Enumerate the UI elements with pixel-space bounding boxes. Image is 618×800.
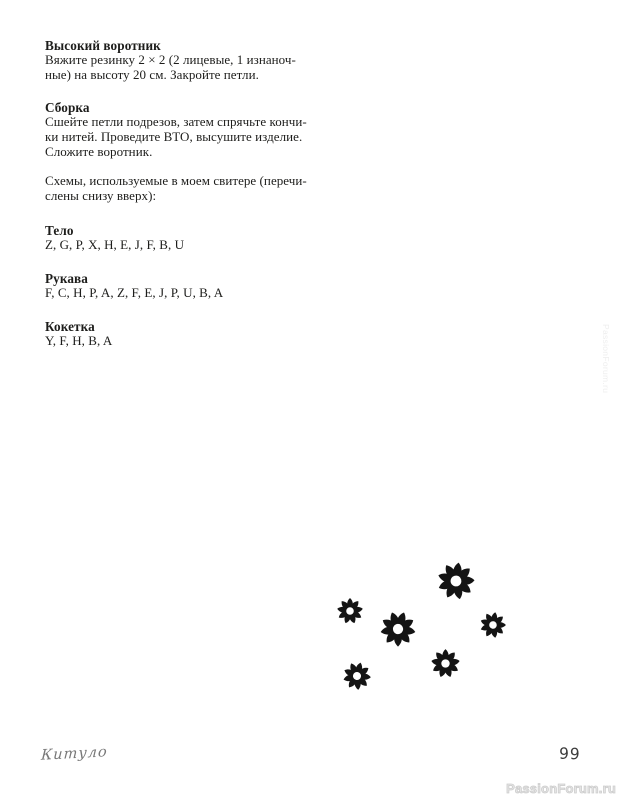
flower-icon <box>430 648 461 679</box>
section-charts-note <box>45 174 337 204</box>
section-body-charts <box>45 223 337 253</box>
flower-icon <box>336 597 364 625</box>
author-signature: Китуло <box>40 744 109 764</box>
body-line: ные) на высоту 20 см. Закройте петли. <box>45 66 259 82</box>
flower-icon <box>374 605 423 654</box>
section-high-collar <box>45 38 337 83</box>
chart-letter-list: Y, F, H, B, A <box>45 333 113 348</box>
section-heading: Кокетка <box>45 319 95 334</box>
page-number: 99 <box>558 744 582 764</box>
section-sleeves-charts <box>45 271 337 301</box>
section-heading: Тело <box>45 223 74 238</box>
watermark-side: PassionForum.ru <box>601 324 611 394</box>
section-yoke-charts <box>45 319 337 349</box>
section-heading: Сборка <box>45 100 90 115</box>
body-line: Сложите воротник. <box>45 143 153 159</box>
chart-letter-list: Z, G, P, X, H, E, J, F, B, U <box>45 237 185 252</box>
body-line: Схемы, используемые в моем свитере (перечи- <box>45 173 307 188</box>
flower-icon <box>477 609 509 641</box>
body-line: Сшейте петли подрезов, затем спрячьте кончи- <box>45 114 307 129</box>
watermark-corner: PassionForum.ru <box>506 781 616 796</box>
section-heading: Высокий воротник <box>45 38 161 53</box>
body-line: Вяжите резинку 2 × 2 (2 лицевые, 1 изнаноч- <box>45 52 296 67</box>
flower-icon <box>433 558 478 603</box>
body-line: слены снизу вверх): <box>45 187 157 203</box>
chart-letter-list: F, C, H, P, A, Z, F, E, J, P, U, B, A <box>45 285 224 300</box>
section-assembly <box>45 100 337 160</box>
section-heading: Рукава <box>45 271 88 286</box>
flower-icon <box>339 658 376 695</box>
body-line: ки нитей. Проведите ВТО, высушите изделие. <box>45 128 303 144</box>
